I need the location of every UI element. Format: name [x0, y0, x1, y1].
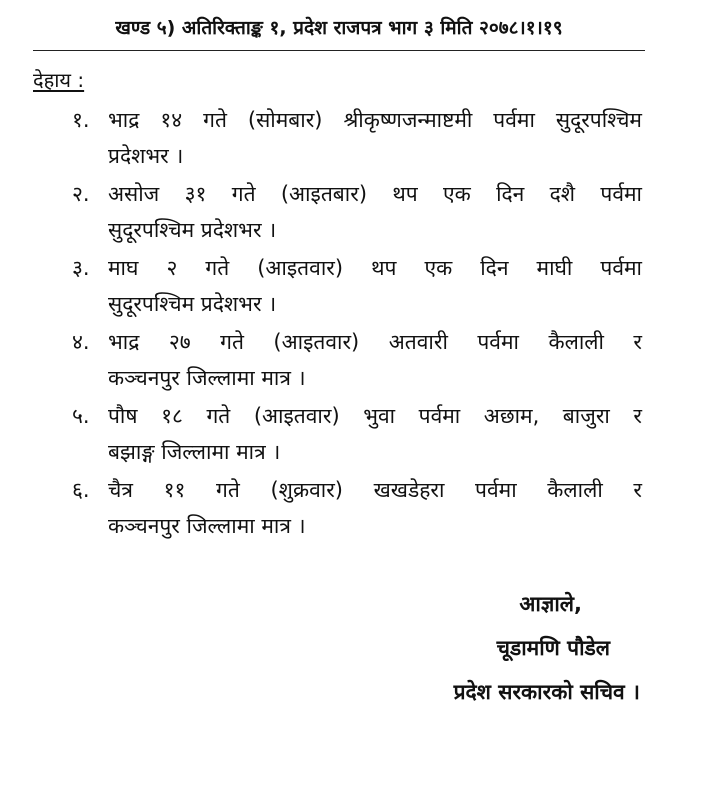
item-text-line-1: भाद्र २७ गते (आइतवार) अतवारी पर्वमा कैलाली र	[108, 330, 642, 354]
item-text-line-2: कञ्चनपुर जिल्लामा मात्र ।	[108, 366, 306, 390]
signature-greeting: आज्ञाले,	[519, 592, 582, 616]
item-number: ४.	[72, 330, 90, 354]
signatory-name: चूडामणि पौडेल	[496, 636, 610, 660]
item-text-line-1: भाद्र १४ गते (सोमबार) श्रीकृष्णजन्माष्टमी पर्वमा सुदूरपश्चिम	[108, 108, 642, 132]
item-number: २.	[72, 182, 90, 206]
list-item	[72, 174, 642, 248]
item-text-line-2: बझाङ्ग जिल्लामा मात्र ।	[108, 440, 281, 464]
item-text-line-1: माघ २ गते (आइतवार) थप एक दिन माघी पर्वमा	[108, 256, 642, 280]
page-header: खण्ड ५) अतिरिक्ताङ्क १, प्रदेश राजपत्र भाग ३ मिति २०७८।१।१९	[115, 17, 563, 39]
list-item	[72, 396, 642, 470]
item-number: ५.	[72, 404, 90, 428]
item-text-line-2: कञ्चनपुर जिल्लामा मात्र ।	[108, 514, 306, 538]
list-item	[72, 100, 642, 174]
signatory-designation: प्रदेश सरकारको सचिव ।	[453, 680, 640, 704]
list-item	[72, 470, 642, 544]
section-label: देहाय :	[33, 68, 85, 92]
item-text-line-1: चैत्र ११ गते (शुक्रवार) खखडेहरा पर्वमा कैलाली र	[108, 478, 642, 502]
signature-block	[454, 582, 640, 714]
list-item	[72, 248, 642, 322]
item-text-line-1: पौष १८ गते (आइतवार) भुवा पर्वमा अछाम, बाजुरा र	[108, 404, 642, 428]
header-divider	[33, 50, 645, 51]
list-item	[72, 322, 642, 396]
item-text-line-2: सुदूरपश्चिम प्रदेशभर ।	[108, 218, 277, 242]
item-number: ६.	[72, 478, 90, 502]
item-text-line-1: असोज ३१ गते (आइतबार) थप एक दिन दशै पर्वमा	[108, 182, 642, 206]
item-text-line-2: सुदूरपश्चिम प्रदेशभर ।	[108, 292, 277, 316]
holiday-list	[72, 100, 642, 544]
item-number: १.	[72, 108, 90, 132]
item-number: ३.	[72, 256, 90, 280]
item-text-line-2: प्रदेशभर ।	[108, 144, 184, 168]
